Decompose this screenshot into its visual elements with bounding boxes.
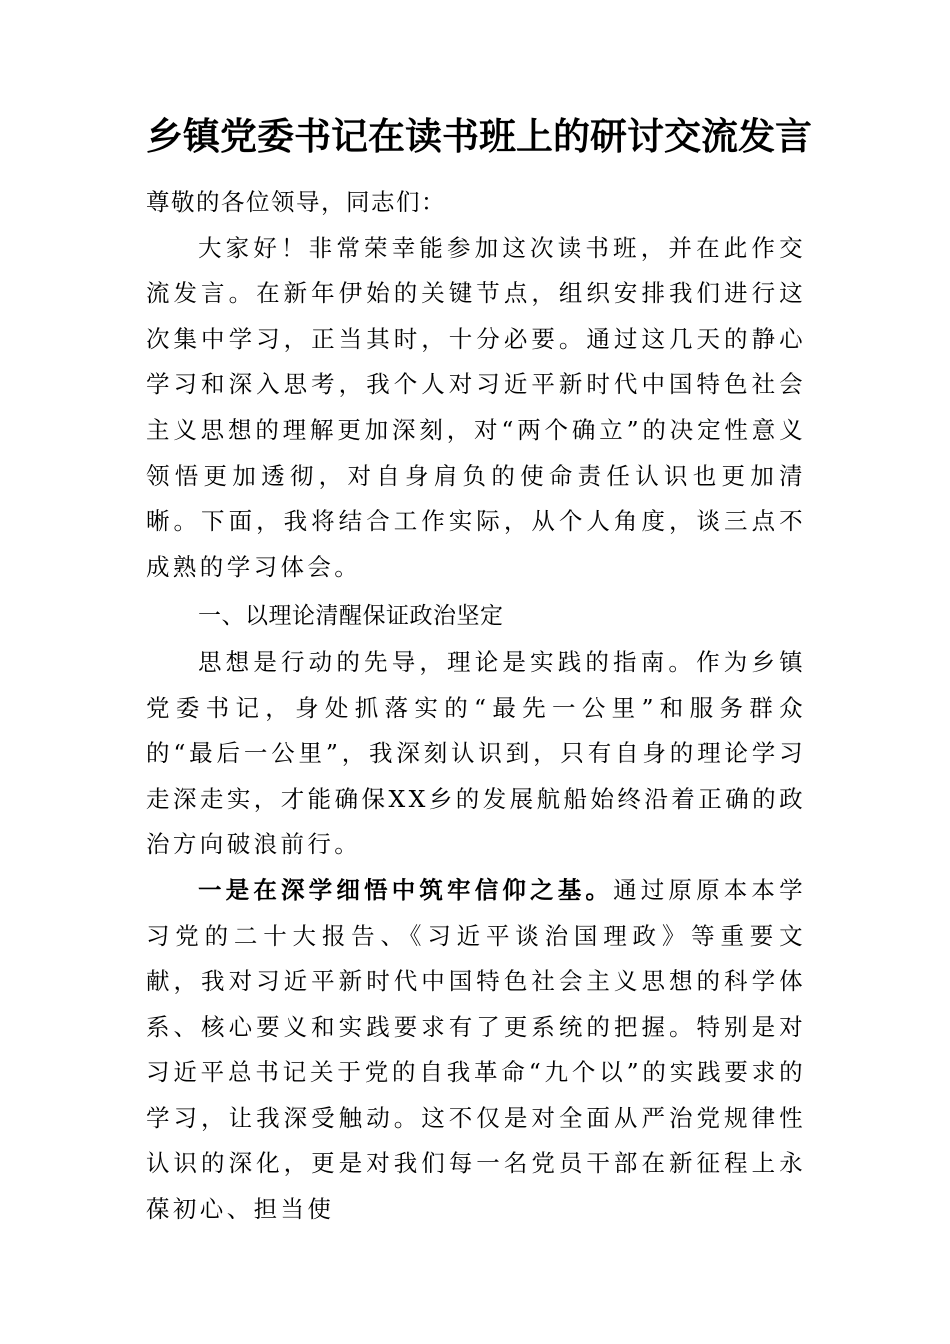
greeting: 尊敬的各位领导，同志们： bbox=[146, 188, 446, 216]
section-1-paragraph: 思想是行动的先导，理论是实践的指南。作为乡镇党委书记，身处抓落实的“最先一公里”和服务群众的“最后一公里”，我深刻认识到，只有自身的理论学习走深走实，才能确保XX乡的发展航船始终沿着正确的政治方向破浪前行。 bbox=[146, 647, 806, 859]
document-body bbox=[146, 180, 806, 1233]
document-title: 乡镇党委书记在读书班上的研讨交流发言 bbox=[146, 114, 812, 158]
point-1-lead: 一是在深学细悟中筑牢信仰之基。 bbox=[198, 875, 614, 904]
point-1-paragraph bbox=[146, 868, 806, 1233]
intro-paragraph: 大家好！非常荣幸能参加这次读书班，并在此作交流发言。在新年伊始的关键节点，组织安排我们进行这次集中学习，正当其时，十分必要。通过这几天的静心学习和深入思考，我个人对习近平新时代中国特色社会主义思想的理解更加深刻，对“两个确立”的决定性意义领悟更加透彻，对自身肩负的使命责任认识也更加清晰。下面，我将结合工作实际，从个人角度，谈三点不成熟的学习体会。 bbox=[146, 233, 806, 581]
point-1-body: 通过原原本本学习党的二十大报告、《习近平谈治国理政》等重要文献，我对习近平新时代中国特色社会主义思想的科学体系、核心要义和实践要求有了更系统的把握。特别是对习近平总书记关于党的自我革命“九个以”的实践要求的学习，让我深受触动。这不仅是对全面从严治党规律性认识的深化，更是对我们每一名党员干部在新征程上永葆初心、担当使 bbox=[146, 875, 806, 1224]
section-heading-1: 一、以理论清醒保证政治坚定 bbox=[198, 603, 504, 630]
